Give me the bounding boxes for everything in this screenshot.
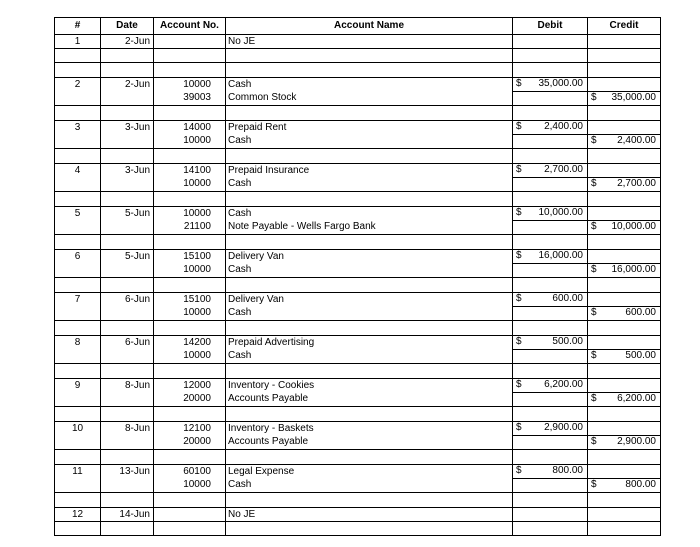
credit-cell	[588, 221, 661, 235]
account-name: Cash	[226, 178, 513, 192]
credit-cell-amount: 10,000.00	[611, 221, 656, 232]
entry-date	[101, 264, 154, 278]
currency-symbol: $	[516, 379, 522, 390]
journal-row	[55, 78, 661, 92]
gap-cell	[588, 192, 661, 207]
gap-cell	[226, 278, 513, 293]
debit-cell	[513, 436, 588, 450]
spacer-row	[55, 49, 661, 63]
gap-cell	[226, 321, 513, 336]
spacer-row	[55, 522, 661, 536]
gap-row	[55, 407, 661, 422]
account-number: 10000	[154, 178, 226, 192]
currency-symbol: $	[591, 393, 597, 404]
journal-row	[55, 307, 661, 321]
account-number: 60100	[154, 465, 226, 479]
gap-cell	[588, 63, 661, 78]
gap-cell	[513, 278, 588, 293]
credit-cell-amount: 35,000.00	[611, 92, 656, 103]
account-name: Inventory - Cookies	[226, 379, 513, 393]
entry-number: 6	[55, 250, 101, 264]
debit-cell	[513, 307, 588, 321]
currency-symbol: $	[516, 121, 522, 132]
account-name: No JE	[226, 508, 513, 522]
gap-cell	[154, 493, 226, 508]
gap-cell	[226, 63, 513, 78]
entry-number: 11	[55, 465, 101, 479]
journal-row	[55, 508, 661, 522]
credit-cell-amount: 2,700.00	[617, 178, 656, 189]
gap-cell	[226, 364, 513, 379]
header-num: #	[55, 18, 101, 35]
entry-number: 2	[55, 78, 101, 92]
account-number: 12100	[154, 422, 226, 436]
gap-cell	[101, 321, 154, 336]
gap-cell	[513, 407, 588, 422]
debit-cell-amount: 500.00	[552, 336, 583, 347]
entry-date: 13-Jun	[101, 465, 154, 479]
account-name: Cash	[226, 264, 513, 278]
debit-cell	[513, 393, 588, 407]
entry-date	[101, 135, 154, 149]
credit-cell	[588, 422, 661, 436]
gap-cell	[55, 278, 101, 293]
debit-cell	[513, 35, 588, 49]
entry-date	[101, 92, 154, 106]
entry-number	[55, 178, 101, 192]
entry-number	[55, 307, 101, 321]
journal-row	[55, 250, 661, 264]
gap-cell	[588, 106, 661, 121]
entry-number	[55, 264, 101, 278]
account-name: Cash	[226, 207, 513, 221]
gap-cell	[101, 235, 154, 250]
account-number	[154, 35, 226, 49]
gap-cell	[588, 149, 661, 164]
entry-date: 2-Jun	[101, 78, 154, 92]
entry-number: 7	[55, 293, 101, 307]
journal-row	[55, 35, 661, 49]
gap-cell	[226, 149, 513, 164]
currency-symbol: $	[591, 307, 597, 318]
debit-cell	[513, 465, 588, 479]
account-number: 10000	[154, 307, 226, 321]
gap-cell	[101, 63, 154, 78]
account-number: 10000	[154, 135, 226, 149]
gap-cell	[154, 321, 226, 336]
entry-date	[101, 393, 154, 407]
entry-number	[55, 479, 101, 493]
credit-cell	[588, 178, 661, 192]
account-name: Inventory - Baskets	[226, 422, 513, 436]
account-name: Delivery Van	[226, 293, 513, 307]
debit-cell	[513, 350, 588, 364]
entry-date	[101, 221, 154, 235]
account-number: 39003	[154, 92, 226, 106]
gap-cell	[55, 321, 101, 336]
entry-number	[55, 436, 101, 450]
account-name: Cash	[226, 350, 513, 364]
journal-body	[55, 35, 661, 536]
spacer-cell	[588, 522, 661, 536]
credit-cell	[588, 250, 661, 264]
gap-cell	[55, 364, 101, 379]
currency-symbol: $	[516, 336, 522, 347]
gap-cell	[55, 493, 101, 508]
currency-symbol: $	[591, 350, 597, 361]
account-name: Common Stock	[226, 92, 513, 106]
credit-cell	[588, 379, 661, 393]
credit-cell	[588, 307, 661, 321]
credit-cell	[588, 436, 661, 450]
gap-cell	[513, 364, 588, 379]
journal-row	[55, 422, 661, 436]
journal-row	[55, 164, 661, 178]
spacer-cell	[55, 49, 101, 63]
spacer-cell	[154, 49, 226, 63]
debit-cell-amount: 2,400.00	[544, 121, 583, 132]
gap-cell	[154, 235, 226, 250]
credit-cell-amount: 600.00	[625, 307, 656, 318]
credit-cell	[588, 479, 661, 493]
gap-cell	[588, 278, 661, 293]
spacer-cell	[55, 522, 101, 536]
gap-cell	[513, 235, 588, 250]
gap-cell	[101, 364, 154, 379]
gap-cell	[226, 493, 513, 508]
account-name: Prepaid Insurance	[226, 164, 513, 178]
journal-row	[55, 264, 661, 278]
account-number: 14200	[154, 336, 226, 350]
credit-cell	[588, 465, 661, 479]
currency-symbol: $	[591, 221, 597, 232]
currency-symbol: $	[516, 207, 522, 218]
currency-symbol: $	[516, 164, 522, 175]
account-number: 10000	[154, 350, 226, 364]
debit-cell	[513, 293, 588, 307]
debit-cell	[513, 164, 588, 178]
journal-row	[55, 293, 661, 307]
entry-number	[55, 92, 101, 106]
gap-cell	[101, 192, 154, 207]
account-name: Accounts Payable	[226, 436, 513, 450]
account-number: 20000	[154, 436, 226, 450]
gap-cell	[588, 407, 661, 422]
gap-cell	[55, 450, 101, 465]
debit-cell	[513, 479, 588, 493]
credit-cell	[588, 78, 661, 92]
header-row	[55, 18, 661, 35]
account-name: Cash	[226, 479, 513, 493]
header-account-no: Account No.	[154, 18, 226, 35]
entry-number	[55, 135, 101, 149]
gap-cell	[154, 278, 226, 293]
credit-cell-amount: 6,200.00	[617, 393, 656, 404]
debit-cell	[513, 379, 588, 393]
credit-cell	[588, 164, 661, 178]
gap-cell	[226, 192, 513, 207]
spacer-cell	[154, 522, 226, 536]
credit-cell	[588, 135, 661, 149]
spacer-cell	[513, 522, 588, 536]
journal-row	[55, 221, 661, 235]
debit-cell	[513, 78, 588, 92]
journal-row	[55, 178, 661, 192]
account-name: Cash	[226, 78, 513, 92]
account-number: 20000	[154, 393, 226, 407]
gap-cell	[513, 192, 588, 207]
currency-symbol: $	[591, 92, 597, 103]
gap-cell	[154, 149, 226, 164]
gap-row	[55, 450, 661, 465]
journal-row	[55, 379, 661, 393]
gap-cell	[588, 321, 661, 336]
entry-date: 14-Jun	[101, 508, 154, 522]
entry-date: 5-Jun	[101, 207, 154, 221]
entry-number: 4	[55, 164, 101, 178]
gap-cell	[55, 63, 101, 78]
gap-row	[55, 321, 661, 336]
header-debit: Debit	[513, 18, 588, 35]
entry-number	[55, 393, 101, 407]
entry-date: 2-Jun	[101, 35, 154, 49]
gap-cell	[513, 63, 588, 78]
header-date: Date	[101, 18, 154, 35]
gap-cell	[101, 149, 154, 164]
entry-date: 6-Jun	[101, 293, 154, 307]
gap-cell	[226, 106, 513, 121]
gap-cell	[101, 106, 154, 121]
gap-row	[55, 493, 661, 508]
gap-cell	[154, 450, 226, 465]
credit-cell	[588, 92, 661, 106]
spacer-cell	[588, 49, 661, 63]
entry-number	[55, 350, 101, 364]
gap-cell	[55, 149, 101, 164]
entry-date	[101, 479, 154, 493]
gap-cell	[226, 235, 513, 250]
debit-cell-amount: 16,000.00	[538, 250, 583, 261]
debit-cell-amount: 800.00	[552, 465, 583, 476]
entry-date: 3-Jun	[101, 164, 154, 178]
gap-cell	[588, 364, 661, 379]
account-number: 12000	[154, 379, 226, 393]
gap-cell	[513, 321, 588, 336]
gap-cell	[55, 106, 101, 121]
header-credit: Credit	[588, 18, 661, 35]
gap-row	[55, 192, 661, 207]
account-number: 10000	[154, 78, 226, 92]
account-name: Delivery Van	[226, 250, 513, 264]
debit-cell	[513, 508, 588, 522]
account-name: Prepaid Rent	[226, 121, 513, 135]
account-number: 14100	[154, 164, 226, 178]
account-number: 14000	[154, 121, 226, 135]
gap-cell	[154, 407, 226, 422]
debit-cell	[513, 121, 588, 135]
entry-date: 8-Jun	[101, 422, 154, 436]
credit-cell	[588, 35, 661, 49]
credit-cell-amount: 16,000.00	[611, 264, 656, 275]
credit-cell	[588, 393, 661, 407]
account-number: 21100	[154, 221, 226, 235]
credit-cell	[588, 508, 661, 522]
gap-cell	[226, 450, 513, 465]
debit-cell-amount: 10,000.00	[538, 207, 583, 218]
credit-cell	[588, 121, 661, 135]
gap-cell	[588, 235, 661, 250]
gap-cell	[226, 407, 513, 422]
debit-cell	[513, 250, 588, 264]
account-name: Cash	[226, 135, 513, 149]
journal-row	[55, 92, 661, 106]
journal-row	[55, 135, 661, 149]
entry-date	[101, 350, 154, 364]
entry-date: 8-Jun	[101, 379, 154, 393]
debit-cell	[513, 336, 588, 350]
credit-cell	[588, 207, 661, 221]
account-number: 15100	[154, 293, 226, 307]
debit-cell-amount: 2,900.00	[544, 422, 583, 433]
debit-cell-amount: 600.00	[552, 293, 583, 304]
gap-cell	[154, 364, 226, 379]
journal-row	[55, 465, 661, 479]
credit-cell-amount: 2,400.00	[617, 135, 656, 146]
gap-cell	[55, 192, 101, 207]
entry-number: 8	[55, 336, 101, 350]
account-number: 15100	[154, 250, 226, 264]
gap-cell	[154, 63, 226, 78]
credit-cell-amount: 500.00	[625, 350, 656, 361]
gap-cell	[55, 235, 101, 250]
debit-cell	[513, 178, 588, 192]
spacer-cell	[101, 49, 154, 63]
gap-cell	[588, 493, 661, 508]
gap-row	[55, 106, 661, 121]
entry-date: 3-Jun	[101, 121, 154, 135]
spacer-cell	[101, 522, 154, 536]
credit-cell-amount: 800.00	[625, 479, 656, 490]
account-name: Note Payable - Wells Fargo Bank	[226, 221, 513, 235]
gap-cell	[513, 149, 588, 164]
gap-row	[55, 278, 661, 293]
credit-cell-amount: 2,900.00	[617, 436, 656, 447]
journal-sheet	[54, 17, 660, 536]
spacer-cell	[226, 522, 513, 536]
journal-row	[55, 350, 661, 364]
gap-cell	[101, 493, 154, 508]
gap-row	[55, 235, 661, 250]
account-number: 10000	[154, 479, 226, 493]
gap-cell	[513, 493, 588, 508]
debit-cell	[513, 207, 588, 221]
currency-symbol: $	[591, 479, 597, 490]
entry-number: 1	[55, 35, 101, 49]
header-account-name: Account Name	[226, 18, 513, 35]
account-number: 10000	[154, 207, 226, 221]
currency-symbol: $	[516, 465, 522, 476]
gap-cell	[154, 106, 226, 121]
entry-number: 5	[55, 207, 101, 221]
account-name: Cash	[226, 307, 513, 321]
debit-cell	[513, 264, 588, 278]
account-name: Accounts Payable	[226, 393, 513, 407]
entry-date	[101, 178, 154, 192]
account-name: Legal Expense	[226, 465, 513, 479]
gap-row	[55, 149, 661, 164]
entry-number: 10	[55, 422, 101, 436]
currency-symbol: $	[591, 436, 597, 447]
entry-number: 3	[55, 121, 101, 135]
debit-cell-amount: 6,200.00	[544, 379, 583, 390]
account-name: No JE	[226, 35, 513, 49]
gap-cell	[588, 450, 661, 465]
gap-cell	[513, 106, 588, 121]
gap-row	[55, 63, 661, 78]
journal-row	[55, 207, 661, 221]
gap-cell	[101, 450, 154, 465]
credit-cell	[588, 293, 661, 307]
entry-date: 5-Jun	[101, 250, 154, 264]
gap-cell	[55, 407, 101, 422]
debit-cell	[513, 135, 588, 149]
gap-cell	[154, 192, 226, 207]
currency-symbol: $	[516, 78, 522, 89]
gap-cell	[513, 450, 588, 465]
currency-symbol: $	[591, 135, 597, 146]
entry-date	[101, 436, 154, 450]
entry-number: 9	[55, 379, 101, 393]
entry-date: 6-Jun	[101, 336, 154, 350]
journal-row	[55, 393, 661, 407]
currency-symbol: $	[516, 293, 522, 304]
journal-row	[55, 479, 661, 493]
account-name: Prepaid Advertising	[226, 336, 513, 350]
spacer-cell	[513, 49, 588, 63]
currency-symbol: $	[516, 250, 522, 261]
credit-cell	[588, 264, 661, 278]
currency-symbol: $	[591, 264, 597, 275]
gap-cell	[101, 407, 154, 422]
currency-symbol: $	[591, 178, 597, 189]
credit-cell	[588, 336, 661, 350]
spacer-cell	[226, 49, 513, 63]
gap-row	[55, 364, 661, 379]
journal-row	[55, 436, 661, 450]
debit-cell-amount: 2,700.00	[544, 164, 583, 175]
journal-row	[55, 336, 661, 350]
journal-row	[55, 121, 661, 135]
debit-cell-amount: 35,000.00	[538, 78, 583, 89]
journal-table	[54, 17, 661, 536]
entry-number	[55, 221, 101, 235]
debit-cell	[513, 221, 588, 235]
account-number: 10000	[154, 264, 226, 278]
credit-cell	[588, 350, 661, 364]
currency-symbol: $	[516, 422, 522, 433]
account-number	[154, 508, 226, 522]
gap-cell	[101, 278, 154, 293]
debit-cell	[513, 92, 588, 106]
debit-cell	[513, 422, 588, 436]
entry-number: 12	[55, 508, 101, 522]
entry-date	[101, 307, 154, 321]
